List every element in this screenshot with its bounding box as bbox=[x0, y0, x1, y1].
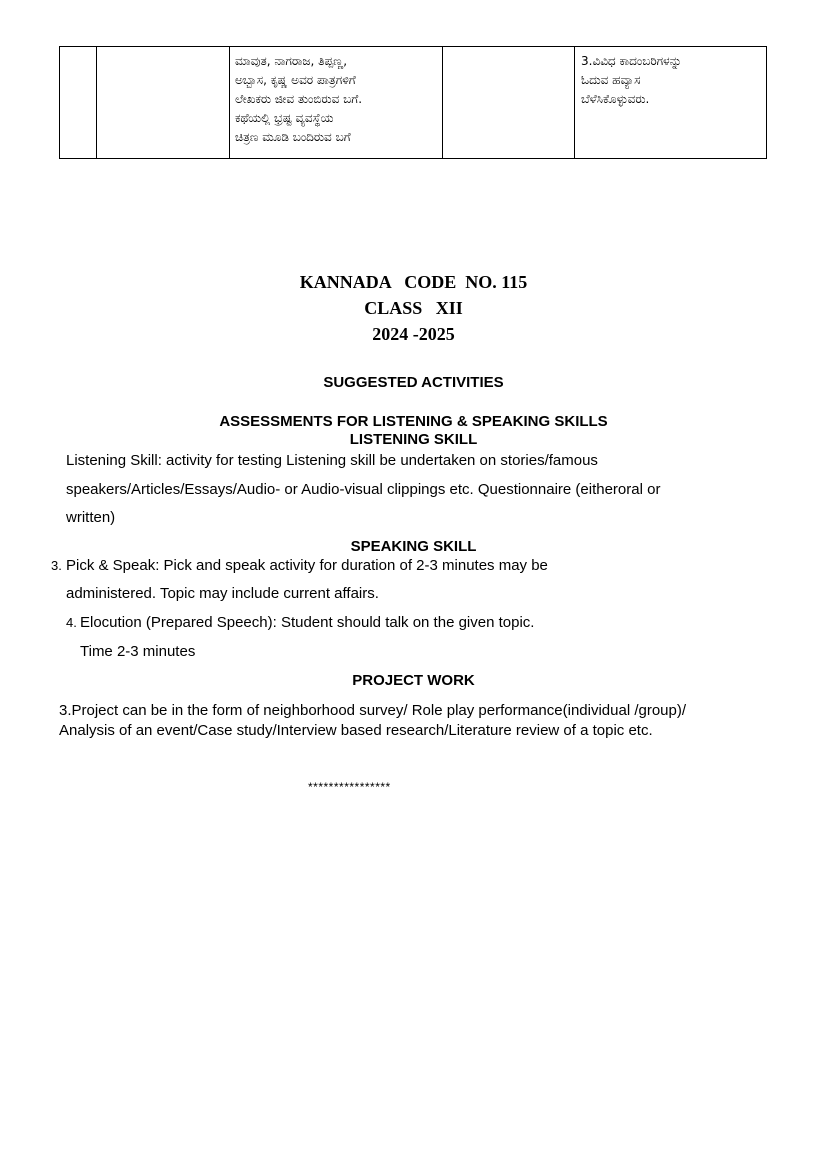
cell-line: ಮಾವುತ, ನಾಗರಾಜ, ತಿಪ್ಪಣ್ಣ, bbox=[235, 54, 348, 68]
cell-line: ಚಿತ್ರಣ ಮೂಡಿ ಬಂದಿರುವ ಬಗೆ bbox=[235, 130, 351, 144]
table-column-divider bbox=[229, 47, 230, 158]
class-title: CLASS XII bbox=[364, 298, 463, 318]
assessments-heading: ASSESSMENTS FOR LISTENING & SPEAKING SKILLS bbox=[219, 413, 608, 430]
cell-line: ಲೇಖಕರು ಜೀವ ತುಂಬಿರುವ ಬಗೆ. bbox=[235, 92, 363, 106]
cell-line: ಕಥೆಯಲ್ಲಿ ಭ್ರಷ್ಟ ವ್ಯವಸ್ಥೆಯ bbox=[235, 111, 334, 125]
pick-speak-text: Pick & Speak: Pick and speak activity for duration of 2-3 minutes may be bbox=[66, 557, 548, 574]
table-column-divider bbox=[442, 47, 443, 158]
table-cell-col5 bbox=[581, 52, 682, 109]
speaking-skill-heading: SPEAKING SKILL bbox=[350, 538, 477, 555]
subject-code-title: KANNADA CODE NO. 115 bbox=[299, 272, 528, 292]
session-title: 2024 -2025 bbox=[372, 324, 455, 344]
project-text-line: 3.Project can be in the form of neighborhood survey/ Role play performance(individual /group)/ bbox=[59, 702, 687, 719]
section-separator: **************** bbox=[308, 780, 391, 794]
cell-line: ಅಬ್ಬಾಸ, ಕೃಷ್ಣ ಅವರ ಪಾತ್ರಗಳಿಗೆ bbox=[235, 73, 356, 87]
list-number: 3. bbox=[51, 558, 62, 573]
elocution-text-cont: Time 2-3 minutes bbox=[80, 643, 196, 660]
listening-text-line: speakers/Articles/Essays/Audio- or Audio-visual clippings etc. Questionnaire (eitheroral or bbox=[66, 481, 661, 498]
pick-speak-text-cont: administered. Topic may include current affairs. bbox=[66, 585, 379, 602]
suggested-activities-heading: SUGGESTED ACTIVITIES bbox=[323, 374, 504, 391]
table-column-divider bbox=[96, 47, 97, 158]
syllabus-table-row bbox=[59, 46, 767, 159]
listening-skill-heading: LISTENING SKILL bbox=[349, 431, 478, 448]
cell-line: ಬೆಳೆಸಿಕೊಳ್ಳುವರು. bbox=[581, 92, 650, 106]
cell-line: 3.ವಿವಿಧ ಕಾದಂಬರಿಗಳನ್ನು bbox=[581, 54, 682, 68]
cell-line: ಓದುವ ಹವ್ಯಾಸ bbox=[581, 73, 641, 87]
listening-text-line: Listening Skill: activity for testing Listening skill be undertaken on stories/famous bbox=[66, 452, 598, 469]
list-number: 4. bbox=[66, 615, 77, 630]
project-text-line: Analysis of an event/Case study/Interview based research/Literature review of a topic etc. bbox=[59, 722, 653, 739]
table-cell-col3 bbox=[235, 52, 362, 147]
project-work-heading: PROJECT WORK bbox=[352, 672, 475, 689]
elocution-text: Elocution (Prepared Speech): Student should talk on the given topic. bbox=[80, 614, 535, 631]
listening-text-line: written) bbox=[66, 509, 116, 526]
table-column-divider bbox=[574, 47, 575, 158]
